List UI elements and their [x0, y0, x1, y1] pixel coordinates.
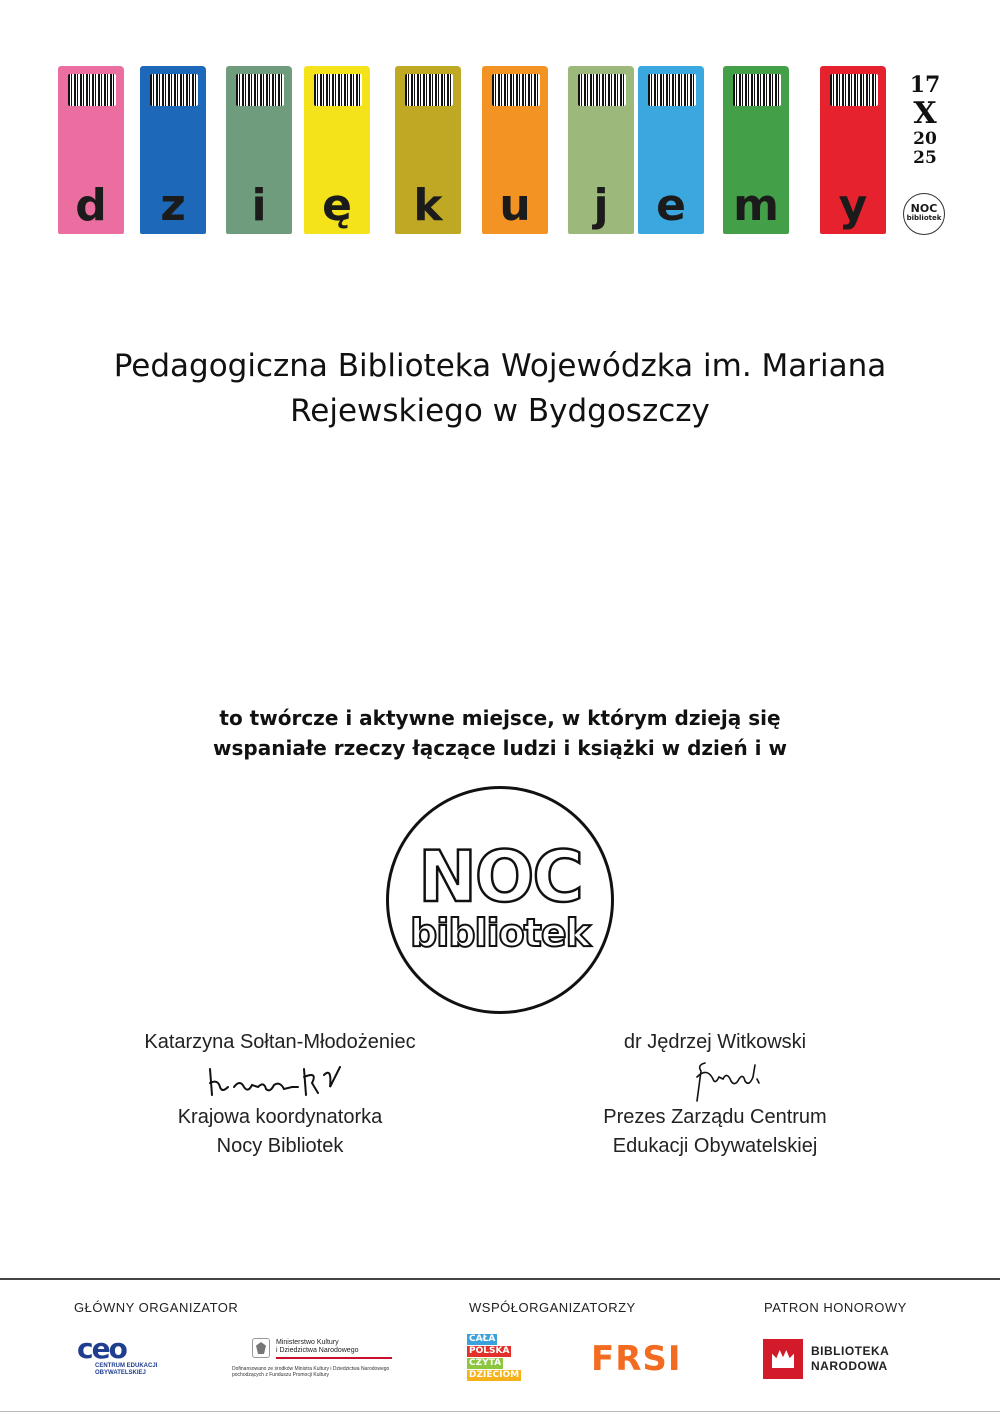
footer-heading-co-organizers: WSPÓŁORGANIZATORZY — [469, 1300, 636, 1315]
biblioteka-narodowa-logo — [763, 1339, 903, 1379]
mkidn-red-bar — [276, 1357, 392, 1359]
barcode-icon — [648, 74, 696, 106]
ceo-logo-mark: ceo — [77, 1332, 126, 1365]
barcode-icon — [492, 74, 540, 106]
mkidn-name-line-1: Ministerstwo Kultury — [276, 1339, 339, 1346]
barcode-icon — [314, 74, 362, 106]
cala-polska-czyta-dzieciom-logo — [467, 1334, 523, 1382]
bibliotek-logo-text: bibliotek — [410, 911, 590, 955]
message-line-1: to twórcze i aktywne miejsce, w którym dzieją się — [219, 706, 781, 730]
bn-line-2: NARODOWA — [811, 1359, 888, 1373]
signer-role-line-2: Nocy Bibliotek — [216, 1135, 344, 1157]
noc-bibliotek-mini-logo — [903, 193, 945, 235]
date-year-part2: 25 — [913, 148, 937, 168]
signature-scribble-icon — [635, 1057, 795, 1103]
signer-president — [560, 1028, 870, 1161]
barcode-icon — [150, 74, 198, 106]
mini-logo-bibliotek: bibliotek — [906, 214, 942, 222]
footer-divider — [0, 1278, 1000, 1280]
book-letter: m — [733, 180, 779, 231]
date-day: 17 — [909, 72, 941, 98]
book-spine-u — [482, 66, 548, 234]
book-spine-i — [226, 66, 292, 234]
book-letter: e — [656, 180, 686, 231]
book-letter: ę — [322, 180, 352, 231]
book-letter: u — [499, 180, 531, 231]
book-spine-j — [568, 66, 634, 234]
noc-logo-text: NOC — [418, 836, 582, 918]
barcode-icon — [68, 74, 116, 106]
book-letter: j — [593, 180, 609, 231]
mkidn-funding-note: Dofinansowano ze środków Ministra Kultury i Dziedzictwa Narodowego pochodzących z Funduszu Promocji Kultury — [232, 1366, 390, 1378]
book-letter: d — [75, 180, 107, 231]
signer-name: dr Jędrzej Witkowski — [623, 1031, 807, 1053]
frsi-logo: FRSI — [591, 1339, 682, 1379]
event-date — [900, 72, 950, 168]
date-year-part1: 20 — [913, 129, 937, 149]
signer-coordinator — [120, 1028, 440, 1161]
signer-name: Katarzyna Sołtan-Młodożeniec — [144, 1031, 416, 1053]
cpcd-word-2: POLSKA — [469, 1346, 510, 1356]
book-spine-d — [58, 66, 124, 234]
signature-image — [560, 1057, 870, 1103]
cpcd-word-3: CZYTA — [469, 1358, 502, 1368]
book-spine-y — [820, 66, 886, 234]
barcode-icon — [830, 74, 878, 106]
date-month: X — [913, 96, 937, 131]
bn-mark-icon — [763, 1339, 803, 1379]
mini-logo-noc: NOC — [910, 202, 938, 215]
mkidn-name-line-2: i Dziedzictwa Narodowego — [276, 1347, 359, 1354]
book-spine-k — [395, 66, 461, 234]
book-spine-z — [140, 66, 206, 234]
cpcd-word-4: DZIECIOM — [469, 1370, 520, 1380]
crown-icon — [772, 1350, 794, 1368]
book-spine-e — [638, 66, 704, 234]
eagle-emblem-icon — [252, 1338, 270, 1358]
ceo-logo — [77, 1332, 177, 1377]
footer-bottom-divider — [0, 1411, 1000, 1412]
mkidn-name — [276, 1339, 358, 1355]
barcode-icon — [733, 74, 781, 106]
signature-scribble-icon — [200, 1057, 360, 1103]
signer-role-line-1: Krajowa koordynatorka — [177, 1106, 383, 1128]
footer-heading-patron: PATRON HONOROWY — [764, 1300, 907, 1315]
ceo-logo-sub-2: OBYWATELSKIEJ — [95, 1370, 146, 1376]
eagle-icon — [256, 1342, 266, 1354]
library-name: Pedagogiczna Biblioteka Wojewódzka im. Mariana Rejewskiego w Bydgoszczy — [113, 348, 887, 429]
message-line-2: wspaniałe rzeczy łączące ludzi i książki w dzień i w — [213, 736, 787, 760]
signer-role-line-2: Edukacji Obywatelskiej — [612, 1135, 818, 1157]
book-spine-m — [723, 66, 789, 234]
book-letter: y — [838, 180, 868, 231]
book-letter: z — [160, 180, 186, 231]
footer-heading-main-organizer: GŁÓWNY ORGANIZATOR — [74, 1300, 239, 1315]
barcode-icon — [405, 74, 453, 106]
book-letter: k — [413, 180, 443, 231]
signer-role-line-1: Prezes Zarządu Centrum — [603, 1106, 827, 1128]
barcode-icon — [578, 74, 626, 106]
signature-image — [120, 1057, 440, 1103]
dziekujemy-book-banner — [58, 66, 888, 238]
thank-you-message — [150, 703, 850, 763]
barcode-icon — [236, 74, 284, 106]
bn-line-1: BIBLIOTEKA — [811, 1344, 890, 1358]
cpcd-word-1: CAŁA — [469, 1334, 496, 1344]
noc-bibliotek-logo — [386, 786, 614, 1014]
bn-text — [811, 1344, 889, 1374]
ceo-logo-sub-1: CENTRUM EDUKACJI — [95, 1363, 158, 1369]
book-letter: i — [251, 180, 267, 231]
book-spine-e-ogonek — [304, 66, 370, 234]
